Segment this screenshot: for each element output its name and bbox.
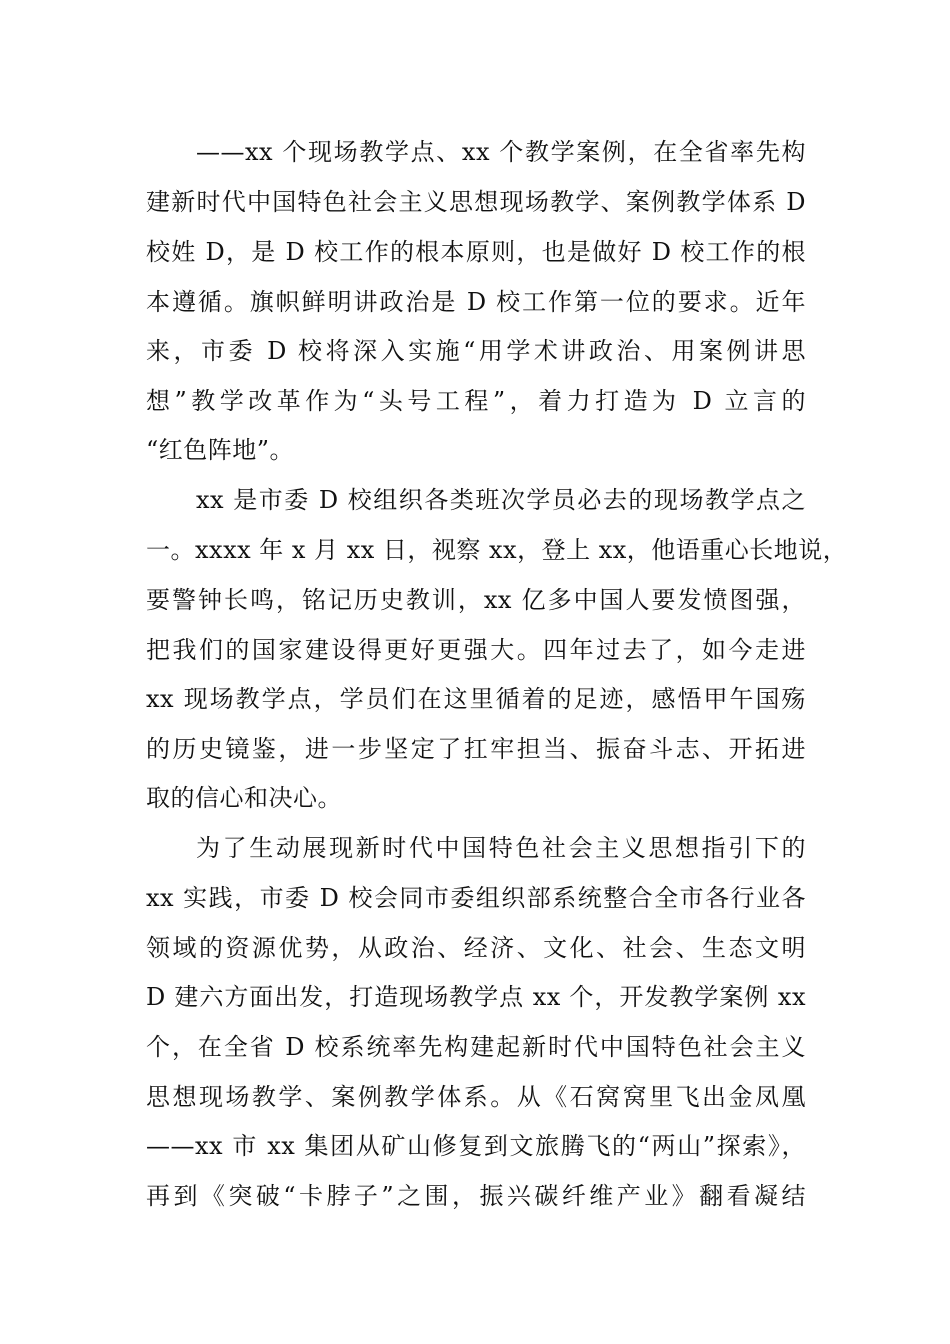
text-line: 取的信心和决心。	[146, 784, 342, 812]
text-line: D 建六方面出发，打造现场教学点 xx 个，开发教学案例 xx	[146, 983, 806, 1011]
text-line: 校姓 D，是 D 校工作的根本原则，也是做好 D 校工作的根	[146, 238, 806, 266]
text-line: xx 实践，市委 D 校会同市委组织部系统整合全市各行业各	[146, 884, 806, 912]
text-line: 本遵循。旗帜鲜明讲政治是 D 校工作第一位的要求。近年	[146, 288, 806, 316]
text-line: 想”教学改革作为“头号工程”，着力打造为 D 立言的	[146, 387, 806, 415]
text-line: 领域的资源优势，从政治、经济、文化、社会、生态文明	[146, 934, 806, 962]
text-line: xx 现场教学点，学员们在这里循着的足迹，感悟甲午国殇	[146, 685, 806, 713]
text-line: “红色阵地”。	[146, 436, 295, 464]
text-line: ——xx 市 xx 集团从矿山修复到文旅腾飞的“两山”探索》，	[146, 1132, 806, 1160]
text-line: 要警钟长鸣，铭记历史教训，xx 亿多中国人要发愤图强，	[146, 586, 806, 614]
text-line: 一。xxxx 年 x 月 xx 日，视察 xx，登上 xx，他语重心长地说，	[146, 536, 848, 564]
text-line: 的历史镜鉴，进一步坚定了扛牢担当、振奋斗志、开拓进	[146, 735, 806, 763]
text-line: 把我们的国家建设得更好更强大。四年过去了，如今走进	[146, 636, 806, 664]
text-line: xx 是市委 D 校组织各类班次学员必去的现场教学点之	[196, 486, 806, 514]
text-line: ——xx 个现场教学点、xx 个教学案例，在全省率先构	[196, 138, 806, 166]
text-line: 再到《突破“卡脖子”之围，振兴碳纤维产业》翻看凝结	[146, 1182, 806, 1210]
text-line: 为了生动展现新时代中国特色社会主义思想指引下的	[196, 834, 806, 862]
text-line: 思想现场教学、案例教学体系。从《石窝窝里飞出金凤凰	[146, 1083, 806, 1111]
text-line: 个，在全省 D 校系统率先构建起新时代中国特色社会主义	[146, 1033, 806, 1061]
text-line: 来，市委 D 校将深入实施“用学术讲政治、用案例讲思	[146, 337, 806, 365]
text-line: 建新时代中国特色社会主义思想现场教学、案例教学体系 D	[146, 188, 806, 216]
